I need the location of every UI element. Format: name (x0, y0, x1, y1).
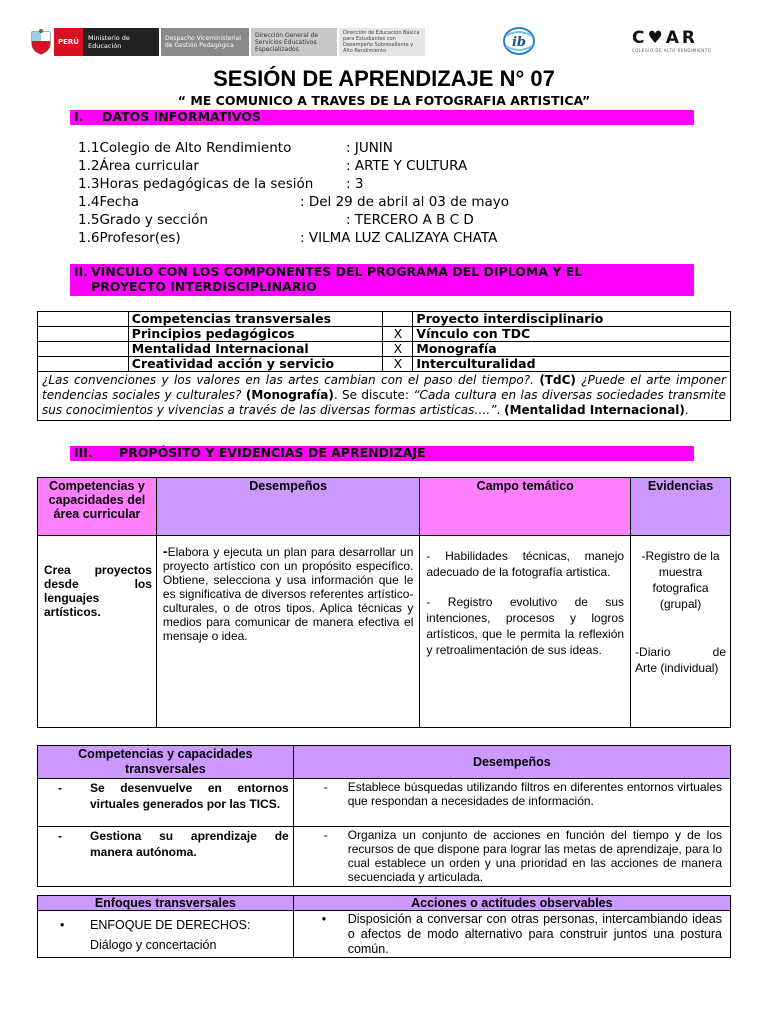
enfoques-table (37, 895, 731, 958)
accion-text: Disposición a conversar con otras personas, intercambiando ideas o afectos de modo alternativo para construir juntos una postura común. (347, 912, 722, 956)
info-label: 1.5Grado y sección (78, 212, 208, 228)
section-number: III. (74, 445, 93, 460)
evidencia-item (635, 644, 726, 660)
transversal-competencia-cell (38, 779, 294, 827)
desempeno-text: Establece búsquedas utilizando filtros en diferentes entornos virtuales que respondan a necesidades de información. (347, 780, 722, 808)
header-competencias: Competencias y capacidades del área curricular (38, 478, 157, 536)
header-desempenos: Desempeños (156, 478, 419, 536)
despacho-label: Despacho Viceministerial de Gestión Pedagógica (161, 28, 249, 56)
info-label: 1.3Horas pedagógicas de la sesión (78, 176, 314, 192)
ib-logo-icon (502, 26, 536, 56)
tdc-tag: (TdC) (539, 373, 576, 387)
info-value: : JUNIN (346, 140, 393, 156)
monografia-tag: (Monografía) (245, 388, 334, 402)
section-number: I. (74, 109, 84, 124)
info-value: : ARTE Y CULTURA (346, 158, 468, 174)
mark-cell: X (383, 357, 413, 372)
list-dash: - (323, 780, 328, 794)
direccion-basica-label: Dirección de Educación Básica para Estudiantes con Desempeño Sobresaliente y Alto Rendimiento (339, 28, 425, 56)
info-label: 1.1Colegio de Alto Rendimiento (78, 140, 292, 156)
transversal-competencies-table (37, 745, 731, 887)
period: . (496, 403, 501, 417)
table-header-row (38, 478, 731, 536)
header-desempenos: Desempeños (293, 746, 730, 779)
header-competencias-transversales: Competencias y capacidades transversales (38, 746, 294, 779)
enfoque-subtitle: Diálogo y concertación (90, 938, 217, 952)
section-label: PROPÓSITO Y EVIDENCIAS DE APRENDIZAJE (119, 445, 426, 460)
components-table (37, 311, 731, 421)
competencia-text: Se desenvuelve en entornos virtuales generados por las TICS. (90, 781, 289, 811)
coar-logo (632, 28, 724, 54)
table-row (38, 372, 731, 421)
coar-logo-text: C♥AR (632, 28, 698, 48)
header-evidencias: Evidencias (631, 478, 731, 536)
component-cell: Monografía (413, 342, 731, 357)
section-label-line1: VÍNCULO CON LOS COMPONENTES DEL PROGRAMA DEL DIPLOMA Y EL (91, 264, 583, 279)
campo-item: - Registro evolutivo de sus intenciones, procesos y logros artísticos, que le permita la reflexión y retroalimentación de sus ideas. (426, 595, 625, 657)
ib-logo-text: ib (511, 35, 527, 50)
peru-coat-of-arms-icon (28, 28, 54, 56)
table-row (38, 342, 731, 357)
competencia-cell: Crea proyectos desde los lenguajes artísticos. (38, 536, 157, 728)
desempeno-text: Organiza un conjunto de acciones en función del tiempo y de los recursos de que dispone para lograr las metas de aprendizaje, para lo cual establece un orden y una prioridad en las acciones de manera secuenciada y articulada. (347, 828, 722, 884)
question-arte: ¿Puede el arte imponer tendencias sociales y culturales? (42, 373, 726, 402)
list-dash: - (58, 781, 62, 795)
table-row (38, 312, 731, 327)
mark-cell (383, 312, 413, 327)
transversal-competencia-cell (38, 827, 294, 887)
info-label: 1.4Fecha (78, 194, 140, 210)
table-row (38, 327, 731, 342)
table-row (38, 911, 731, 958)
transversal-desempeno-cell (293, 779, 730, 827)
campo-item: - Habilidades técnicas, manejo adecuado de la fotografía artistica. (426, 549, 625, 579)
section-heading-datos (70, 110, 694, 125)
header-enfoques: Enfoques transversales (38, 896, 294, 911)
section-number: II. (74, 264, 89, 279)
evidencia-word: de (712, 645, 726, 659)
table-row (38, 357, 731, 372)
component-cell: Proyecto interdisciplinario (413, 312, 731, 327)
evidencia-word: -Diario (635, 645, 671, 659)
table-header-row (38, 896, 731, 911)
coar-logo-subtext: COLEGIO DE ALTO RENDIMIENTO (632, 48, 712, 53)
desempeno-dash: - (162, 543, 168, 559)
section-label: DATOS INFORMATIVOS (102, 109, 261, 124)
campo-tematico-cell (420, 536, 631, 728)
discusion-intro: . Se discute: (333, 388, 409, 402)
list-dash: - (323, 828, 328, 842)
info-label: 1.6Profesor(es) (78, 230, 181, 246)
table-row (38, 536, 731, 728)
competencia-text: Gestiona su aprendizaje de manera autónoma. (90, 829, 289, 859)
component-cell: Principios pedagógicos (128, 327, 383, 342)
header-campo-tematico: Campo temático (420, 478, 631, 536)
empty-cell (38, 357, 129, 372)
component-cell: Interculturalidad (413, 357, 731, 372)
evidencia-item: -Registro de la muestra fotografica (grupal) (641, 549, 720, 611)
enfoque-title: ENFOQUE DE DERECHOS: (90, 918, 251, 932)
direccion-general-label: Dirección General de Servicios Educativos Especializados (251, 28, 337, 56)
table-row (38, 827, 731, 887)
discusion-quote: “Cada cultura en las diversas sociedades transmite sus conocimientos y vivencias a través de las diversas formas artisticas….” (42, 388, 726, 417)
bullet: • (321, 912, 327, 926)
empty-cell (38, 327, 129, 342)
page-subtitle: “ ME COMUNICO A TRAVES DE LA FOTOGRAFIA ARTISTICA” (177, 93, 591, 108)
bullet: • (60, 918, 65, 932)
page-title: SESIÓN DE APRENDIZAJE N° 07 (213, 66, 555, 91)
info-label: 1.2Área curricular (78, 158, 199, 174)
peru-label: PERÚ (54, 28, 83, 56)
empty-cell (38, 342, 129, 357)
period: . (684, 403, 689, 417)
info-value: : TERCERO A B C D (346, 212, 474, 228)
info-value: : VILMA LUZ CALIZAYA CHATA (300, 230, 498, 246)
component-cell: Vínculo con TDC (413, 327, 731, 342)
ministerio-label: Ministerio de Educación (83, 28, 159, 56)
accion-cell (293, 911, 730, 958)
info-value: : 3 (346, 176, 364, 192)
guiding-questions (38, 372, 731, 421)
institution-logo-strip (28, 28, 425, 56)
section-heading-vinculo (70, 264, 694, 296)
desempeno-cell (156, 536, 419, 728)
evidencia-item: Arte (individual) (635, 661, 719, 675)
table-row (38, 779, 731, 827)
question-tdc: ¿Las convenciones y los valores en las artes cambian con el paso del tiempo?. (42, 373, 534, 387)
transversal-desempeno-cell (293, 827, 730, 887)
component-cell: Mentalidad Internacional (128, 342, 383, 357)
list-dash: - (58, 829, 62, 843)
component-cell: Creatividad acción y servicio (128, 357, 383, 372)
component-cell: Competencias transversales (128, 312, 383, 327)
header-acciones: Acciones o actitudes observables (293, 896, 730, 911)
table-header-row (38, 746, 731, 779)
info-value: : Del 29 de abril al 03 de mayo (300, 194, 510, 210)
mentalidad-tag: (Mentalidad Internacional) (504, 403, 685, 417)
evidencias-cell (631, 536, 731, 728)
mark-cell: X (383, 342, 413, 357)
enfoque-cell (38, 911, 294, 958)
desempeno-text: Elabora y ejecuta un plan para desarrollar un proyecto artístico con un propósito específico. Obtiene, selecciona y usa información que le es significativa de diversos referentes artístico-culturales, o de otros tipos. Aplica técnicas y medios para comunicar de manera efectiva el mensaje o idea. (162, 545, 414, 643)
purpose-table (37, 477, 731, 728)
mark-cell: X (383, 327, 413, 342)
empty-cell (38, 312, 129, 327)
section-heading-proposito (70, 446, 694, 461)
section-label-line2: PROYECTO INTERDISCIPLINARIO (91, 279, 317, 294)
